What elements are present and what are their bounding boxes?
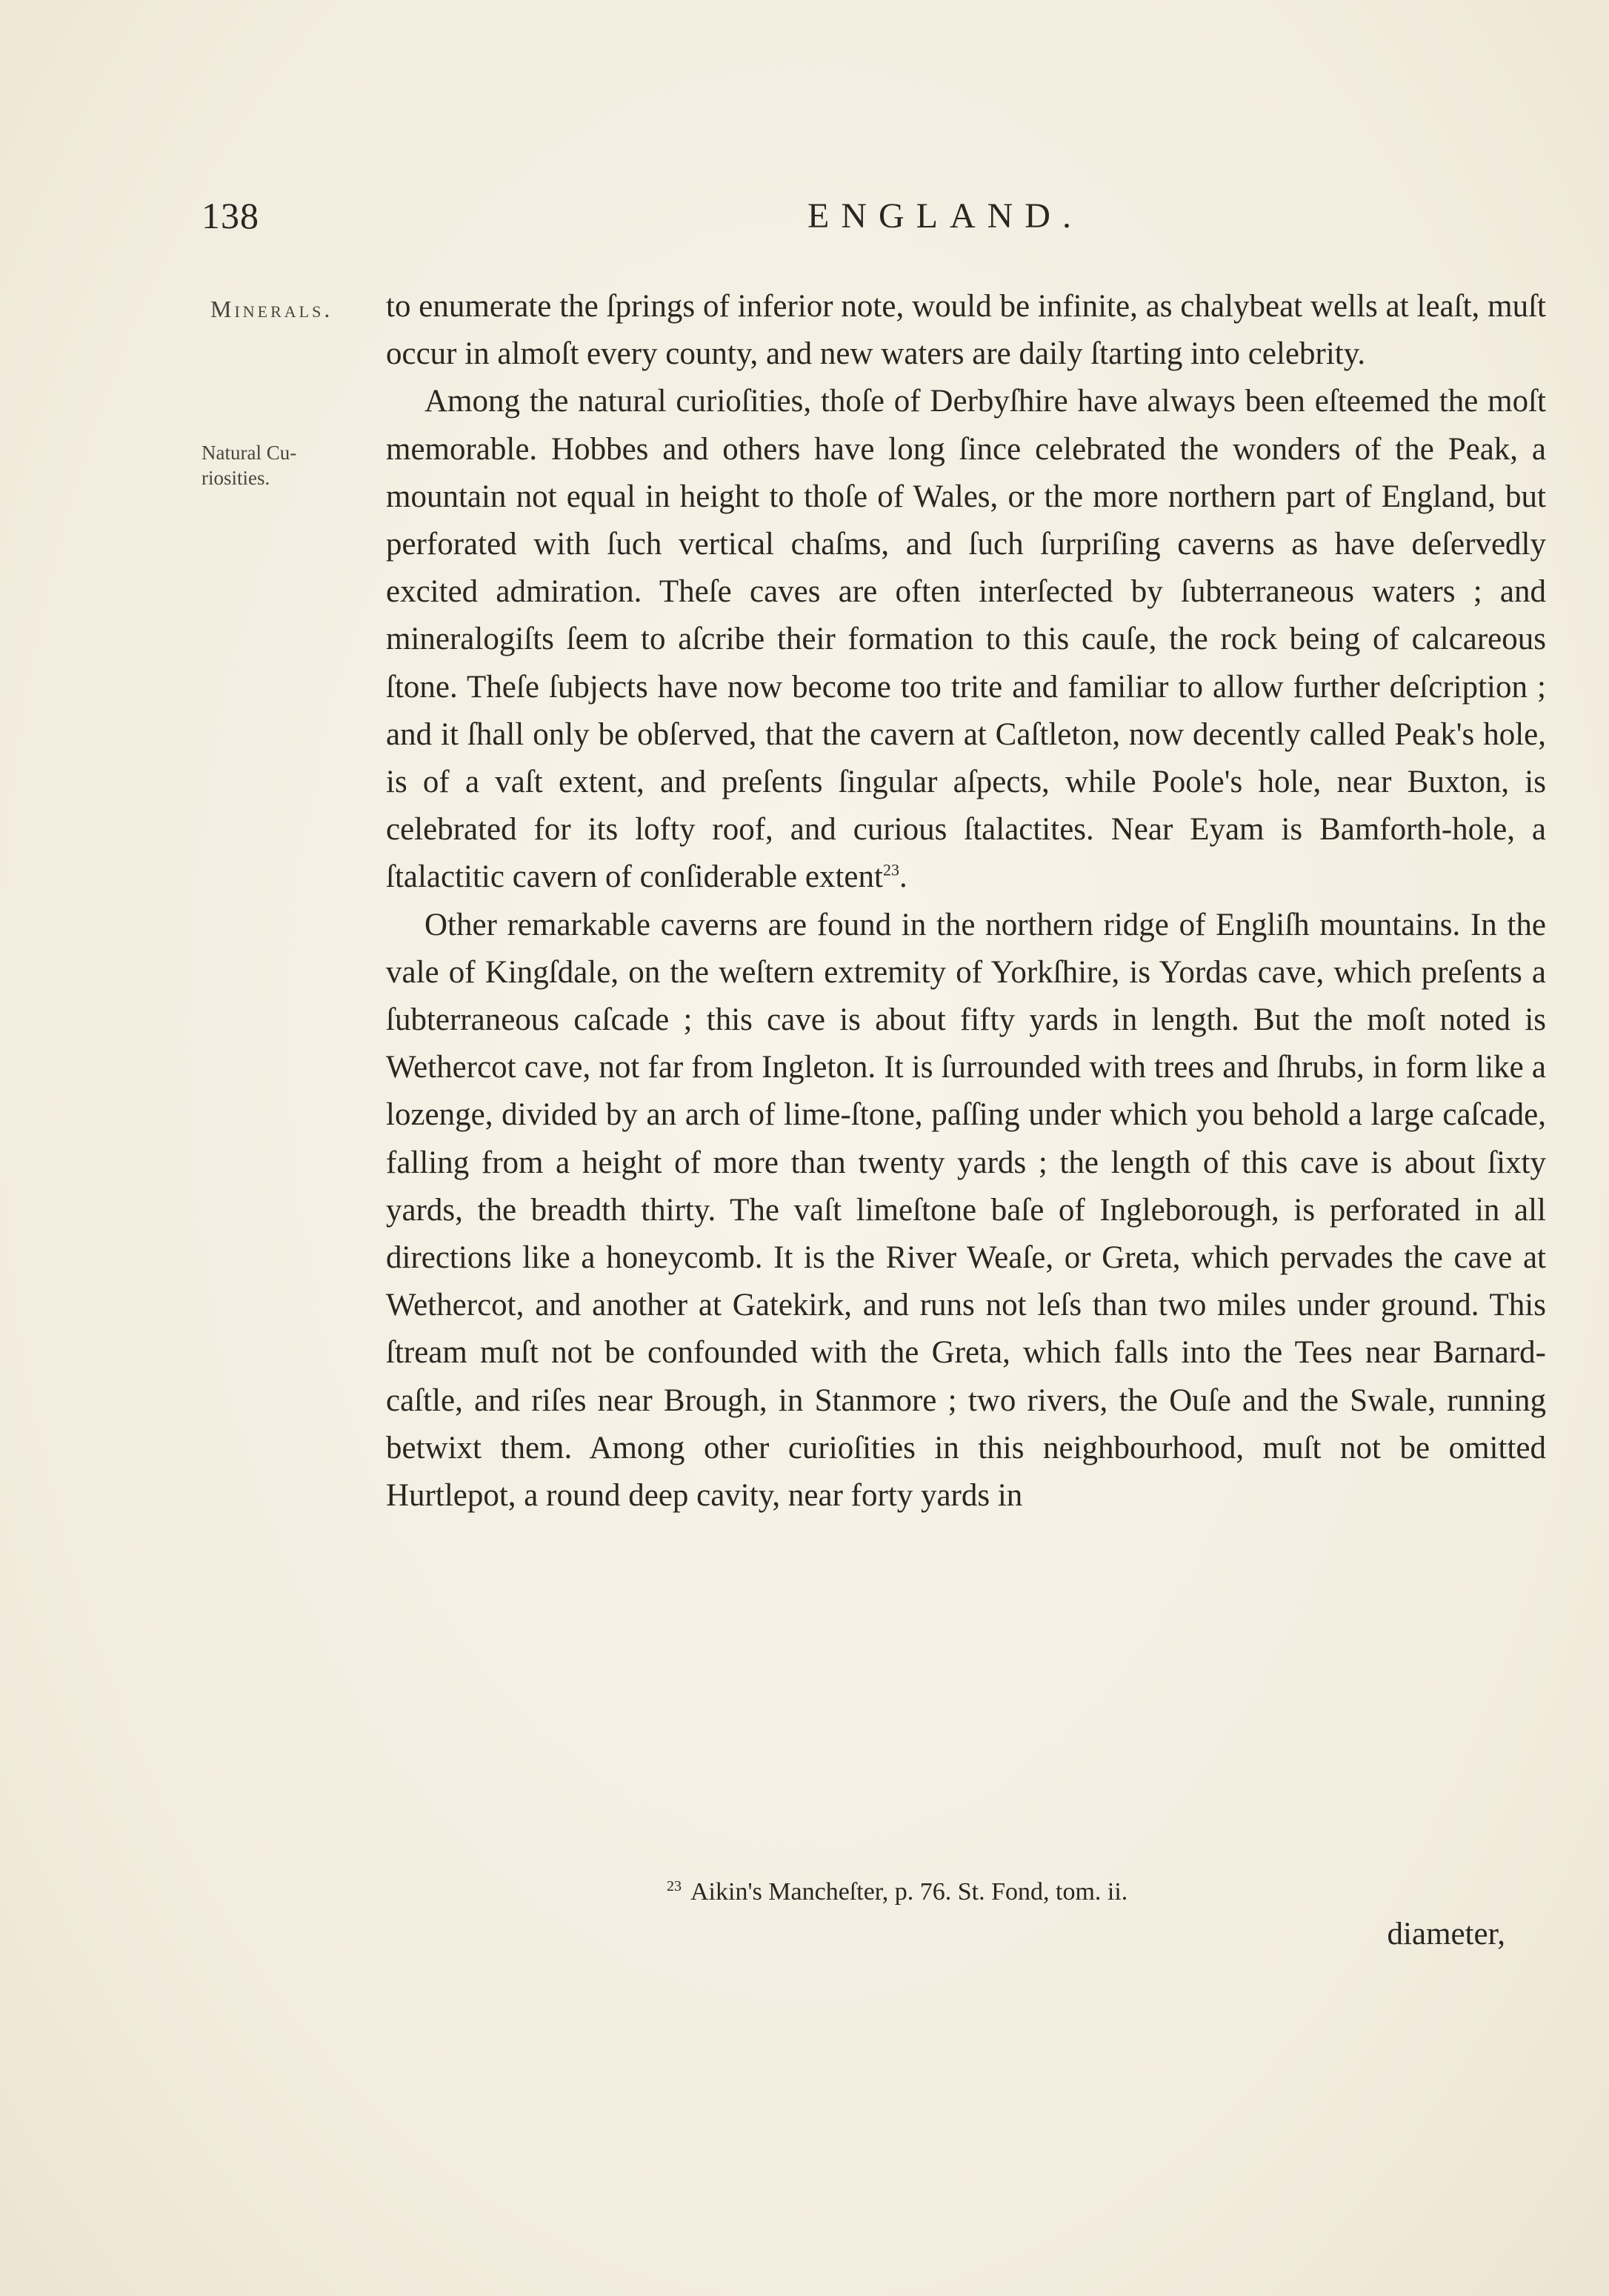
- running-title: ENGLAND.: [807, 196, 1083, 236]
- page-number: 138: [201, 195, 259, 236]
- footnote-mark: 23: [667, 1877, 682, 1894]
- footnote-reference: 23: [882, 861, 899, 880]
- page-header: [0, 194, 1609, 253]
- margin-note-minerals: Minerals.: [210, 296, 333, 322]
- paragraph-derbyshire-text: Among the natural curioſities, thoſe of Derbyſhire have always been eſteemed the moſt memorable. Hobbes and others have long ſince celebrated the wonders of the Peak, a mountain not equal in height to thoſe of Wales, or the more northern part of England, but perforated with ſuch vertical chaſms, and ſuch ſurpriſing caverns as have deſervedly excited admiration. Theſe caves are often interſected by ſubterraneous waters ; and mineralogiſts ſeem to aſcribe their formation to this cauſe, the rock being of calcareous ſtone. Theſe ſubjects have now become too trite and familiar to allow further deſcription ; and it ſhall only be obſerved, that the cavern at Caſtleton, now decently called Peak's hole, is of a vaſt extent, and preſents ſingular aſpects, while Poole's hole, near Buxton, is celebrated for its lofty roof, and curious ſtalactites. Near Eyam is Bamforth-hole, a ſtalactitic cavern of conſiderable extent: [386, 384, 1546, 895]
- paragraph-derbyshire: [386, 378, 1546, 901]
- margin-note-natural-curiosities: Natural Cu-riosities.: [201, 442, 297, 489]
- catchword: diameter,: [1387, 1917, 1505, 1951]
- footnote-text: Aikin's Mancheſter, p. 76. St. Fond, tom. ii.: [690, 1878, 1128, 1906]
- paragraph-springs: to enumerate the ſprings of inferior note, would be infinite, as chalybeat wells at leaſt, muſt occur in almoſt every county, and new waters are daily ſtarting into celebrity.: [386, 289, 1546, 372]
- footnote: [667, 1878, 1127, 1906]
- main-text: [386, 283, 1546, 1520]
- paragraph-northern-caverns: Other remarkable caverns are found in the northern ridge of Engliſh mountains. In the vale of Kingſdale, on the weſtern extremity of Yorkſhire, is Yordas cave, which preſents a ſubterraneous caſcade ; this cave is about fifty yards in length. But the moſt noted is Wethercot cave, not far from Ingleton. It is ſurrounded with trees and ſhrubs, in form like a lozenge, divided by an arch of lime-ſtone, paſſing under which you behold a large caſcade, falling from a height of more than twenty yards ; the length of this cave is about ſixty yards, the breadth thirty. The vaſt limeſtone baſe of Ingleborough, is perforated in all directions like a honeycomb. It is the River Weaſe, or Greta, which pervades the cave at Wethercot, and another at Gatekirk, and runs not leſs than two miles under ground. This ſtream muſt not be confounded with the Greta, which falls into the Tees near Barnard-caſtle, and riſes near Brough, in Stanmore ; two rivers, the Ouſe and the Swale, running betwixt them. Among other curioſities in this neighbourhood, muſt not be omitted Hurtlepot, a round deep cavity, near forty yards in: [386, 907, 1546, 1514]
- paragraph-derbyshire-end: .: [899, 859, 907, 895]
